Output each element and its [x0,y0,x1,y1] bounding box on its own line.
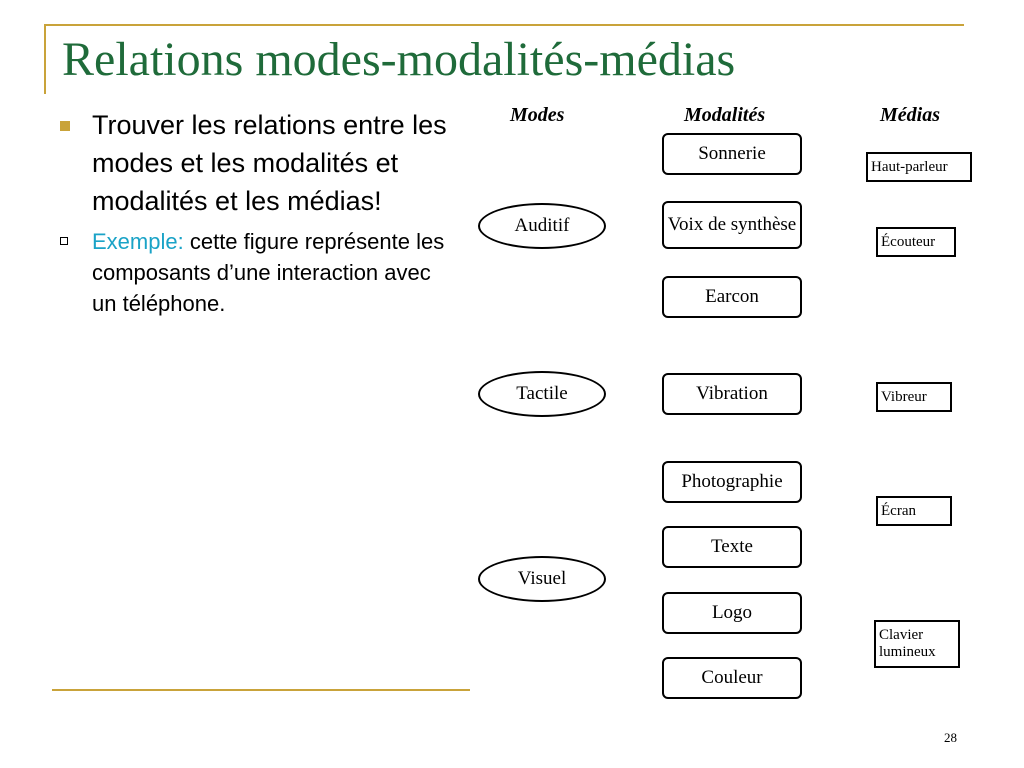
bullet-sub-label: Exemple: [92,229,184,254]
square-bullet-icon [60,121,70,131]
header-medias: Médias [880,104,940,126]
modalite-logo: Logo [662,592,802,634]
modalite-vibration: Vibration [662,373,802,415]
media-clavier-lumineux: Clavier lumineux [874,620,960,668]
modalite-sonnerie: Sonnerie [662,133,802,175]
mode-visuel: Visuel [478,556,606,602]
media-ecouteur: Écouteur [876,227,956,257]
modalite-earcon: Earcon [662,276,802,318]
diagram [470,100,980,710]
page-number: 28 [944,730,957,745]
modalite-photographie: Photographie [662,461,802,503]
header-modes: Modes [510,104,565,126]
bullet-sub-text: cette figure représente les composants d’une interaction avec un téléphone. [92,229,445,316]
media-vibreur: Vibreur [876,382,952,412]
hollow-square-bullet-icon [60,237,68,245]
slide-content [60,106,460,319]
media-haut-parleur: Haut-parleur [866,152,972,182]
bullet-sub [60,226,460,319]
modalite-texte: Texte [662,526,802,568]
bullet-main-text: Trouver les relations entre les modes et les modalités et modalités et les médias! [92,110,447,216]
modalite-couleur: Couleur [662,657,802,699]
modalite-voix-de-synthese: Voix de synthèse [662,201,802,249]
mode-tactile: Tactile [478,371,606,417]
frame-left-rule [44,24,46,94]
bottom-rule [52,689,470,691]
mode-auditif: Auditif [478,203,606,249]
frame-top-rule [44,24,964,26]
slide-title: Relations modes-modalités-médias [62,33,736,86]
header-modalites: Modalités [684,104,766,126]
bullet-main [60,106,460,220]
media-ecran: Écran [876,496,952,526]
